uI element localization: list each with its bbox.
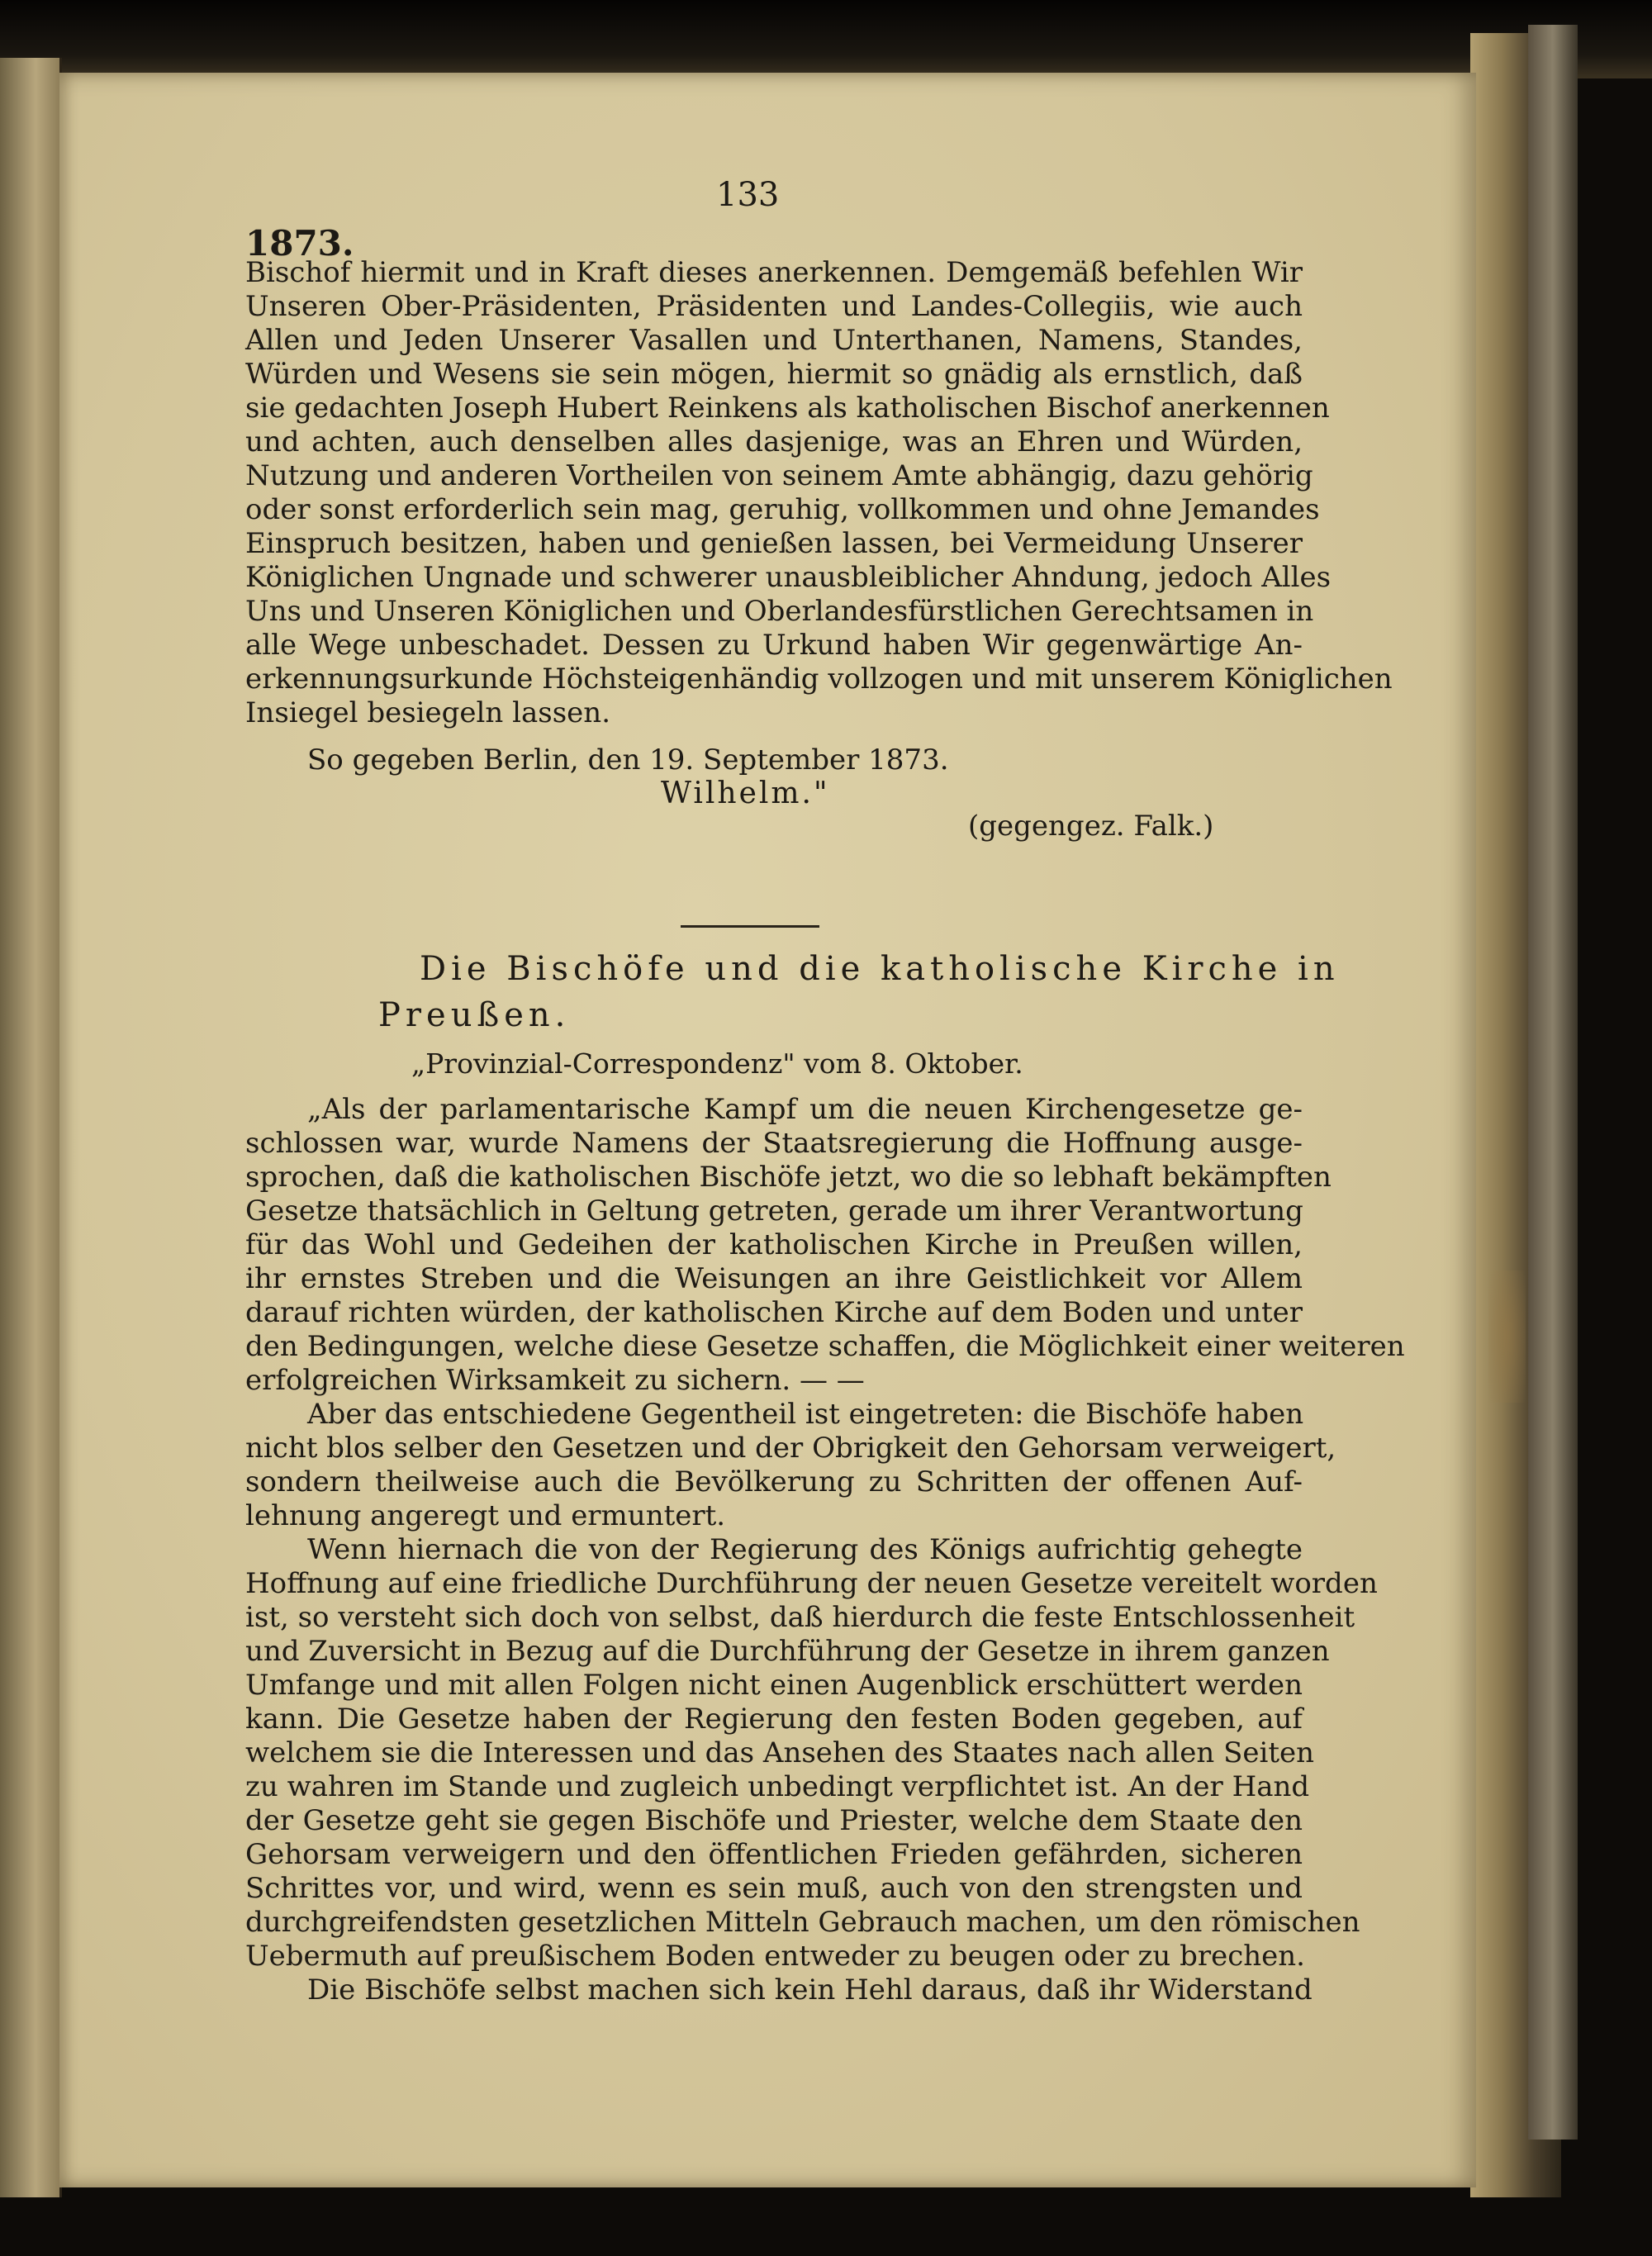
text-line: Nutzung und anderen Vortheilen von seinem Amte abhängig, dazu gehörig: [245, 459, 1313, 492]
text-line: sprochen, daß die katholischen Bischöfe jetzt, wo die so lebhaft bekämpften: [245, 1161, 1332, 1194]
text-line: Gehorsam verweigern und den öffentlichen Frieden gefährden, sicheren: [245, 1838, 1303, 1871]
text-line: Hoffnung auf eine friedliche Durchführung der neuen Gesetze vereitelt worden: [245, 1567, 1378, 1600]
text-line: Allen und Jeden Unserer Vasallen und Unterthanen, Namens, Standes,: [245, 324, 1303, 357]
text-line: ihr ernstes Streben und die Weisungen an ihre Geistlichkeit vor Allem: [245, 1262, 1303, 1295]
text-line: Aber das entschiedene Gegentheil ist eingetreten: die Bischöfe haben: [307, 1398, 1304, 1431]
article-body: [245, 1093, 1405, 2007]
text-line: der Gesetze geht sie gegen Bischöfe und Priester, welche dem Staate den: [245, 1804, 1303, 1837]
year-header: 1873.: [245, 223, 354, 264]
text-line: Königlichen Ungnade und schwerer unausbleiblicher Ahndung, jedoch Alles: [245, 561, 1332, 594]
text-line: Einspruch besitzen, haben und genießen lassen, bei Vermeidung Unserer: [245, 527, 1303, 560]
article-title-line-1: Die Bischöfe und die katholische Kirche in: [420, 950, 1340, 988]
text-line: zu wahren im Stande und zugleich unbedingt verpflichtet ist. An der Hand: [245, 1770, 1310, 1803]
signature: Wilhelm.": [661, 777, 830, 810]
text-line: welchem sie die Interessen und das Ansehen des Staates nach allen Seiten: [245, 1736, 1315, 1769]
text-line: Würden und Wesens sie sein mögen, hiermit so gnädig als ernstlich, daß: [245, 358, 1303, 391]
book-page: [59, 73, 1476, 2187]
text-line: erkennungsurkunde Höchsteigenhändig vollzogen und mit unserem Königlichen: [245, 663, 1393, 696]
text-line: Die Bischöfe selbst machen sich kein Hehl daraus, daß ihr Widerstand: [307, 1973, 1313, 2007]
book-cover-edge: [1528, 25, 1578, 2140]
scan-background-top: [0, 0, 1652, 78]
countersignature: (gegengez. Falk.): [968, 810, 1214, 843]
text-line: ist, so versteht sich doch von selbst, daß hierdurch die feste Entschlossenheit: [245, 1601, 1355, 1634]
text-line: Gesetze thatsächlich in Geltung getreten, gerade um ihrer Verantwortung: [245, 1194, 1303, 1228]
page-number: 133: [716, 176, 780, 214]
text-line: lehnung angeregt und ermuntert.: [245, 1499, 726, 1532]
text-line: Uns und Unseren Königlichen und Oberlandesfürstlichen Gerechtsamen in: [245, 595, 1314, 628]
text-line: Bischof hiermit und in Kraft dieses anerkennen. Demgemäß befehlen Wir: [245, 256, 1303, 289]
text-line: alle Wege unbeschadet. Dessen zu Urkund haben Wir gegenwärtige An-: [245, 629, 1303, 662]
text-line: den Bedingungen, welche diese Gesetze schaffen, die Möglichkeit einer weiteren: [245, 1330, 1405, 1363]
text-line: „Als der parlamentarische Kampf um die neuen Kirchengesetze ge-: [307, 1093, 1303, 1126]
text-line: durchgreifendsten gesetzlichen Mitteln Gebrauch machen, um den römischen: [245, 1906, 1360, 1939]
text-line: erfolgreichen Wirksamkeit zu sichern. — —: [245, 1364, 865, 1397]
section-divider: [681, 925, 819, 928]
text-line: Umfange und mit allen Folgen nicht einen Augenblick erschüttert werden: [245, 1669, 1303, 1702]
text-line: kann. Die Gesetze haben der Regierung den festen Boden gegeben, auf: [245, 1703, 1303, 1736]
paper-stain: [1488, 1270, 1526, 1403]
text-line: sie gedachten Joseph Hubert Reinkens als katholischen Bischof anerkennen: [245, 392, 1330, 425]
article-title-line-2: Preußen.: [378, 996, 571, 1034]
text-line: und Zuversicht in Bezug auf die Durchführung der Gesetze in ihrem ganzen: [245, 1635, 1330, 1668]
text-line: für das Wohl und Gedeihen der katholischen Kirche in Preußen willen,: [245, 1228, 1303, 1261]
article-source: „Provinzial-Correspondenz" vom 8. Oktober.: [411, 1047, 1023, 1080]
text-line: sondern theilweise auch die Bevölkerung zu Schritten der offenen Auf-: [245, 1465, 1303, 1498]
text-line: oder sonst erforderlich sein mag, geruhig, vollkommen und ohne Jemandes: [245, 493, 1320, 526]
text-line: Wenn hiernach die von der Regierung des Königs aufrichtig gehegte: [307, 1533, 1303, 1566]
text-line: nicht blos selber den Gesetzen und der Obrigkeit den Gehorsam verweigert,: [245, 1432, 1336, 1465]
dateline: So gegeben Berlin, den 19. September 1873.: [307, 743, 949, 777]
decree-paragraph: [245, 256, 1393, 730]
facing-page-edge: [0, 58, 62, 2197]
text-line: Schrittes vor, und wird, wenn es sein muß, auch von den strengsten und: [245, 1872, 1303, 1905]
text-line: schlossen war, wurde Namens der Staatsregierung die Hoffnung ausge-: [245, 1127, 1303, 1160]
text-line: Unseren Ober-Präsidenten, Präsidenten und Landes-Collegiis, wie auch: [245, 290, 1303, 323]
text-line: und achten, auch denselben alles dasjenige, was an Ehren und Würden,: [245, 425, 1303, 458]
dateline-block: [245, 743, 1303, 777]
text-line: darauf richten würden, der katholischen Kirche auf dem Boden und unter: [245, 1296, 1303, 1329]
text-line: Uebermuth auf preußischem Boden entweder zu beugen oder zu brechen.: [245, 1940, 1305, 1973]
text-line: Insiegel besiegeln lassen.: [245, 696, 610, 729]
